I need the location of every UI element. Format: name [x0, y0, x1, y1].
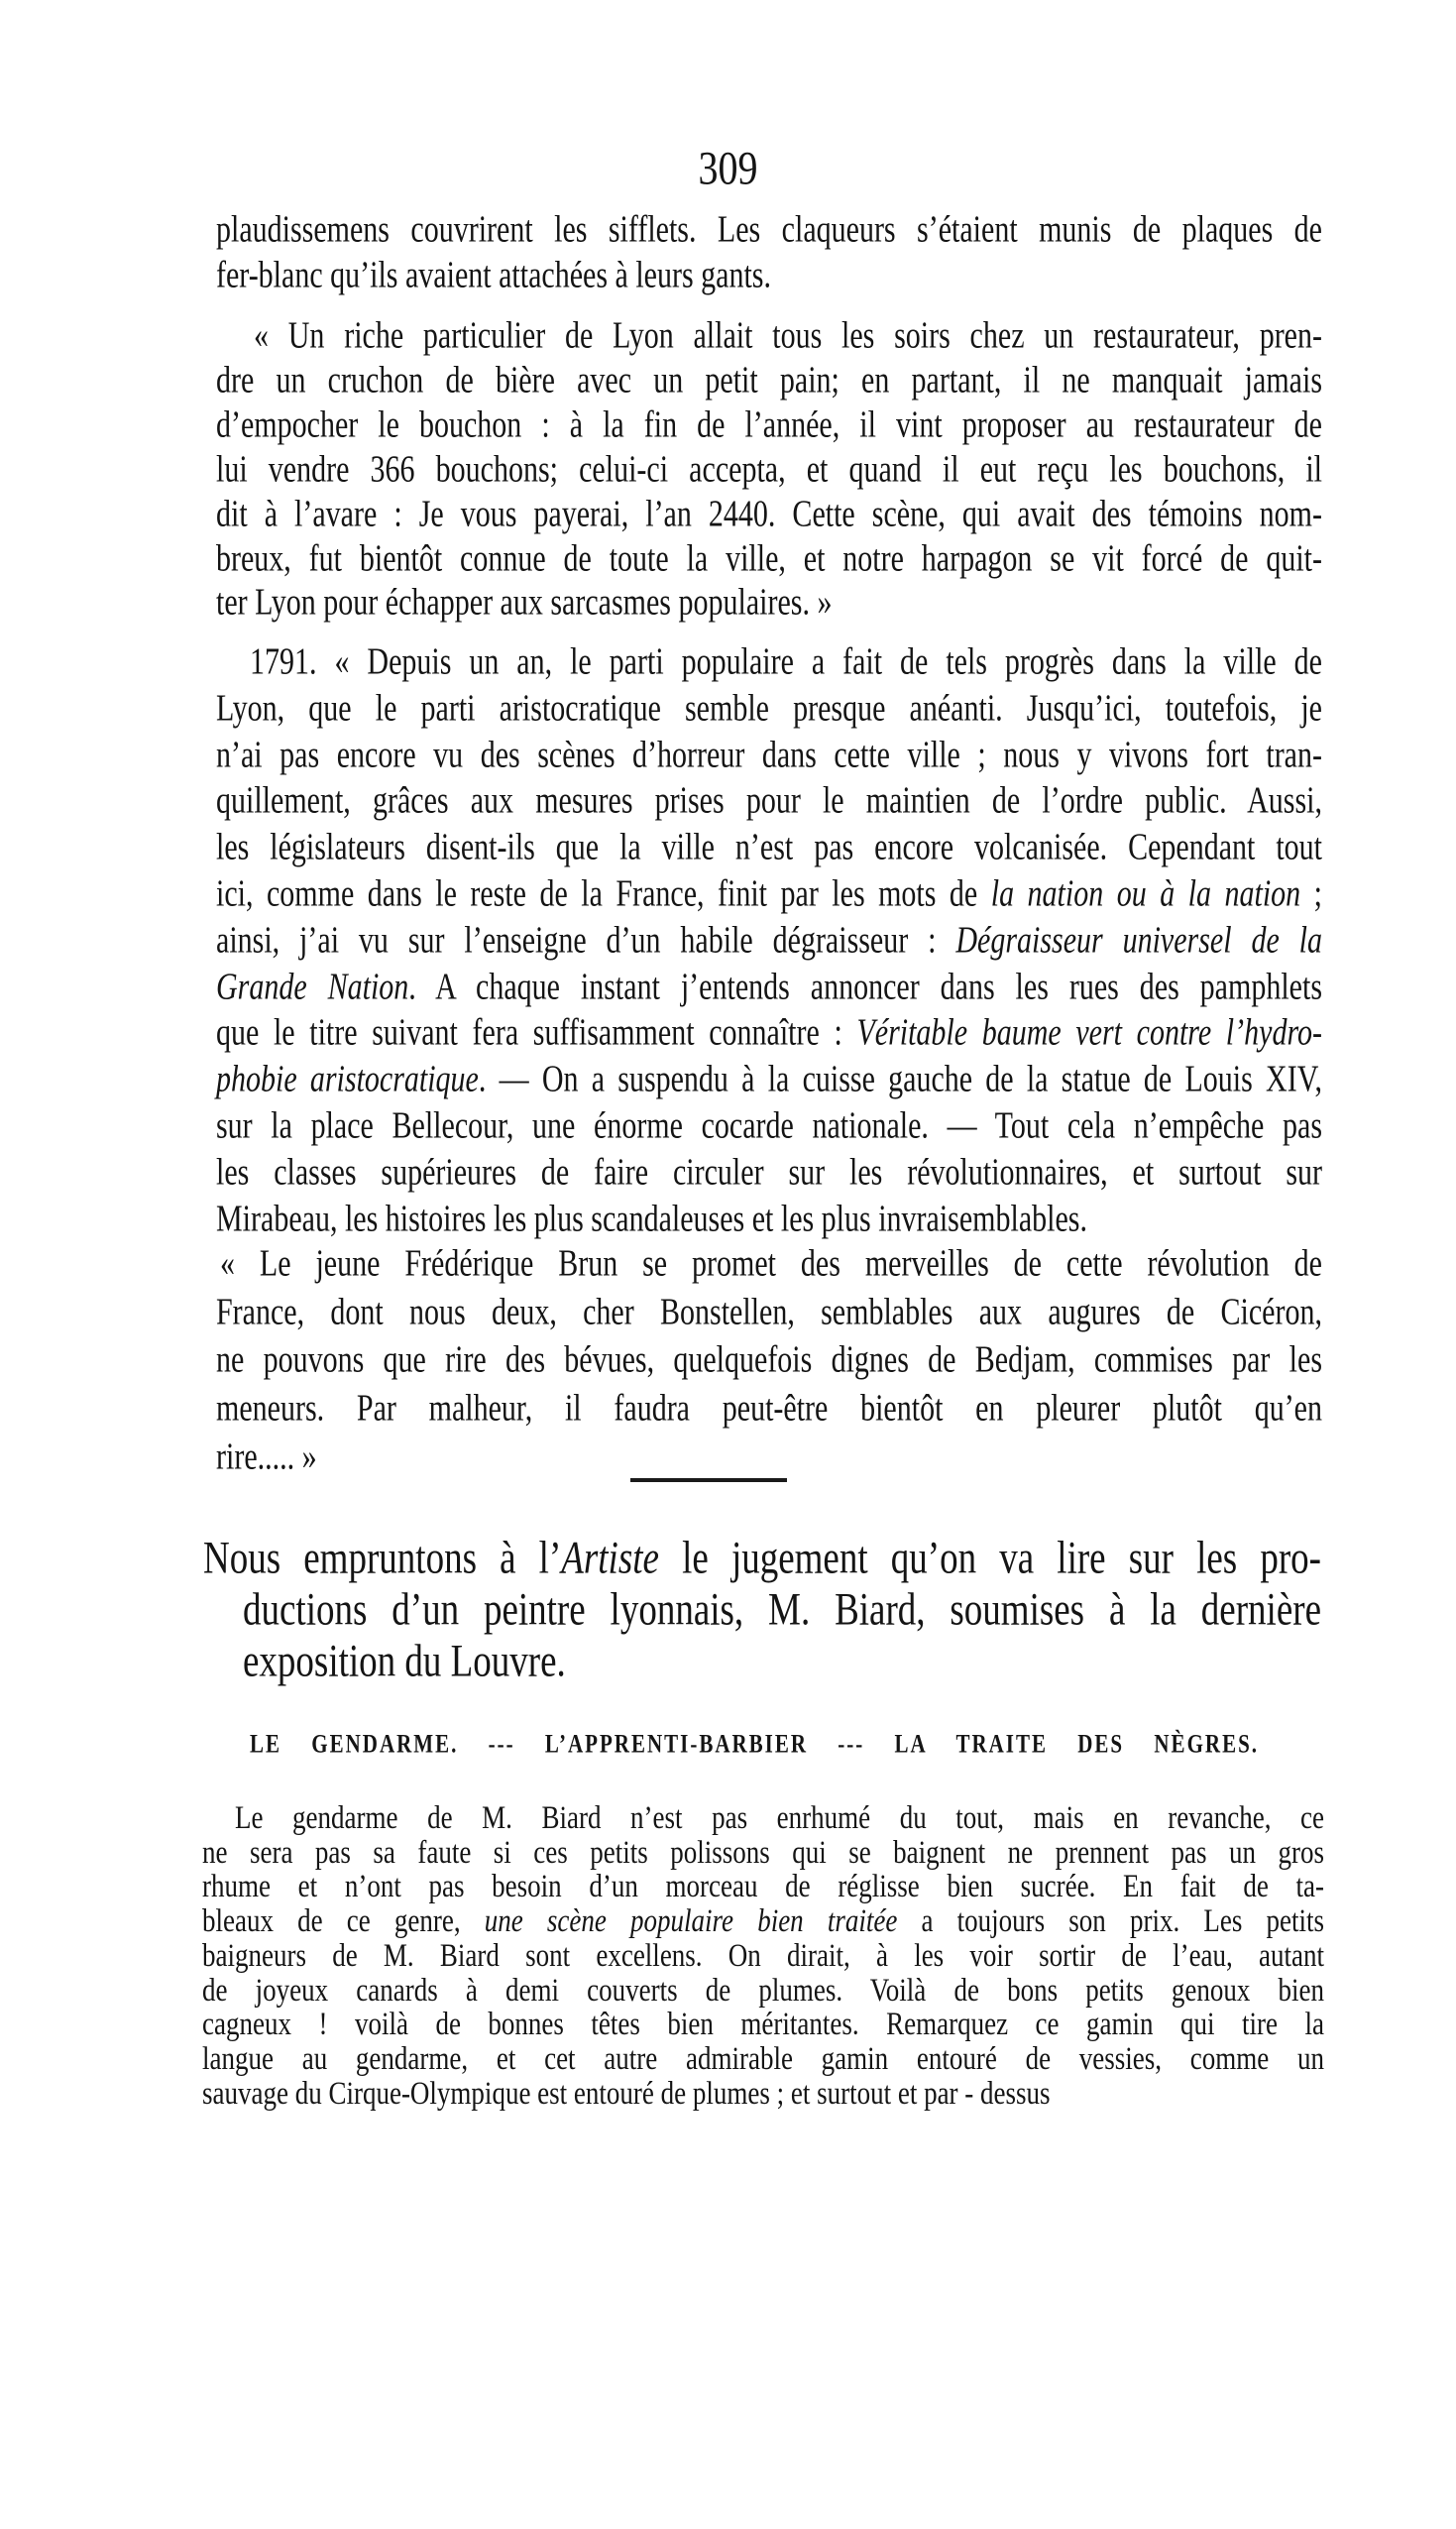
text-run: que le titre suivant fera suffisamment connaître : [216, 1011, 857, 1054]
text-run: bleaux de ce genre, [202, 1901, 485, 1939]
text-line [243, 1635, 1321, 1690]
text-line [216, 1057, 1322, 1102]
text-line [216, 402, 1322, 448]
text-line [216, 1435, 1322, 1480]
text-run: exposition du Louvre. [243, 1636, 566, 1687]
text-line [203, 1532, 1321, 1587]
text-line [216, 492, 1322, 537]
text-line [216, 686, 1322, 732]
text-run: baigneurs de M. Biard sont excellens. On dirait, à les voir sortir de l’eau, autant [202, 1936, 1324, 1974]
italic-text: une scène populaire bien traitée [484, 1901, 898, 1939]
text-line [216, 1197, 1322, 1242]
text-line [254, 313, 1322, 359]
text-line [216, 1337, 1322, 1383]
text-run: cagneux ! voilà de bonnes têtes bien méritantes. Remarquez ce gamin qui tire la [202, 2005, 1324, 2042]
text-line [202, 2005, 1324, 2044]
text-line [202, 1867, 1324, 1906]
text-run: quillement, grâces aux mesures prises pour le maintien de l’ordre public. Aussi, [216, 779, 1322, 822]
text-line [250, 639, 1322, 685]
text-run: Mirabeau, les histoires les plus scandaleuses et les plus invraisemblables. [216, 1197, 1087, 1240]
text-run: d’empocher le bouchon : à la fin de l’année, il vint proposer au restaurateur de [216, 403, 1322, 446]
text-run: ne sera pas sa faute si ces petits polissons qui se baignent ne prennent pas un gros [202, 1833, 1324, 1870]
italic-text: Dégraisseur universel de la [955, 919, 1322, 962]
text-line [216, 965, 1322, 1010]
italic-text: la nation ou à la nation [990, 872, 1301, 915]
text-line [216, 253, 1322, 298]
text-run: ici, comme dans le reste de la France, finit par les mots de [216, 872, 991, 915]
text-line [243, 1583, 1321, 1639]
text-run: langue au gendarme, et cet autre admirable gamin entouré de vessies, comme un [202, 2039, 1324, 2077]
text-line [216, 733, 1322, 778]
text-run: breux, fut bientôt connue de toute la ville, et notre harpagon se vit forcé de quit- [216, 536, 1322, 579]
text-line [216, 871, 1322, 917]
text-run: lui vendre 366 bouchons; celui-ci accepta, et quand il eut reçu les bouchons, il [216, 447, 1322, 491]
text-run: « Le jeune Frédérique Brun se promet des merveilles de cette révolution de [220, 1242, 1322, 1285]
text-line [250, 1729, 1259, 1761]
italic-text: Grande Nation [216, 965, 409, 1008]
text-line [216, 207, 1322, 253]
text-line [235, 1797, 1324, 1837]
text-run: le jugement qu’on va lire sur les pro- [658, 1533, 1321, 1584]
text-run: ne pouvons que rire des bévues, quelquefois dignes de Bedjam, commises par les [216, 1338, 1322, 1381]
text-run: LE GENDARME. --- L’APPRENTI-BARBIER --- LA TRAITE DES NÈGRES. [250, 1729, 1259, 1760]
text-run: sauvage du Cirque-Olympique est entouré de plumes ; et surtout et par - dessus [202, 2074, 1051, 2112]
text-line [202, 1935, 1324, 1975]
text-run: les législateurs disent-ils que la ville n’est pas encore volcanisée. Cependant tout [216, 826, 1322, 868]
text-line [220, 1241, 1322, 1287]
text-line [216, 535, 1322, 581]
text-run: les classes supérieures de faire circuler sur les révolutionnaires, et surtout sur [216, 1151, 1322, 1194]
text-run: de joyeux canards à demi couverts de plumes. Voilà de bons petits genoux bien [202, 1971, 1324, 2008]
text-run: . — On a suspendu à la cuisse gauche de la statue de Louis XIV, [478, 1058, 1322, 1100]
text-run: . A chaque instant j’entends annoncer dans les rues des pamphlets [408, 965, 1322, 1008]
page-number: 309 [698, 141, 758, 195]
text-run: 1791. « Depuis un an, le parti populaire a fait de tels progrès dans la ville de [250, 640, 1322, 683]
text-run: Le gendarme de M. Biard n’est pas enrhumé du tout, mais en revanche, ce [235, 1798, 1324, 1836]
text-run: dit à l’avare : Je vous payerai, l’an 2440. Cette scène, qui avait des témoins nom- [216, 492, 1322, 535]
text-run: dre un cruchon de bière avec un petit pain; en partant, il ne manquait jamais [216, 359, 1322, 402]
text-line [202, 2073, 1324, 2113]
text-run: Nous empruntons à l’ [203, 1533, 562, 1584]
text-run: a toujours son prix. Les petits [897, 1901, 1325, 1939]
text-line [216, 1103, 1322, 1149]
text-line [202, 2038, 1324, 2078]
text-line [216, 1386, 1322, 1432]
text-run: rire..... » [216, 1436, 317, 1478]
text-run: meneurs. Par malheur, il faudra peut-être bientôt en pleurer plutôt qu’en [216, 1387, 1322, 1430]
text-line [216, 825, 1322, 870]
text-run: Lyon, que le parti aristocratique semble presque anéanti. Jusqu’ici, toutefois, je [216, 687, 1322, 730]
italic-text: Véritable baume vert contre l’hydro- [856, 1011, 1323, 1054]
text-run: plaudissemens couvrirent les sifflets. Les claqueurs s’étaient munis de plaques de [216, 208, 1322, 251]
text-line [216, 580, 1322, 626]
text-line [216, 918, 1322, 964]
text-run: ductions d’un peintre lyonnais, M. Biard, soumises à la dernière [243, 1584, 1321, 1636]
text-line [202, 1900, 1324, 1940]
text-run: France, dont nous deux, cher Bonstellen, semblables aux augures de Cicéron, [216, 1290, 1322, 1333]
text-run: ter Lyon pour échapper aux sarcasmes populaires. » [216, 581, 833, 624]
text-run: n’ai pas encore vu des scènes d’horreur dans cette ville ; nous y vivons fort tran- [216, 733, 1322, 776]
italic-text: phobie aristocratique [216, 1058, 479, 1100]
text-line [216, 1150, 1322, 1196]
text-run: ; [1300, 872, 1322, 915]
text-line [216, 778, 1322, 824]
text-line [216, 1010, 1322, 1056]
text-line [216, 1290, 1322, 1335]
text-run: rhume et n’ont pas besoin d’un morceau de réglisse bien sucrée. En fait de ta- [202, 1867, 1324, 1904]
text-line [216, 358, 1322, 403]
text-run: ainsi, j’ai vu sur l’enseigne d’un habile dégraisseur : [216, 919, 956, 962]
italic-text: Artiste [561, 1533, 659, 1584]
text-run: fer-blanc qu’ils avaient attachées à leurs gants. [216, 254, 771, 296]
text-run: sur la place Bellecour, une énorme cocarde nationale. — Tout cela n’empêche pas [216, 1104, 1322, 1147]
text-run: « Un riche particulier de Lyon allait tous les soirs chez un restaurateur, pren- [254, 314, 1322, 357]
text-line [216, 447, 1322, 493]
